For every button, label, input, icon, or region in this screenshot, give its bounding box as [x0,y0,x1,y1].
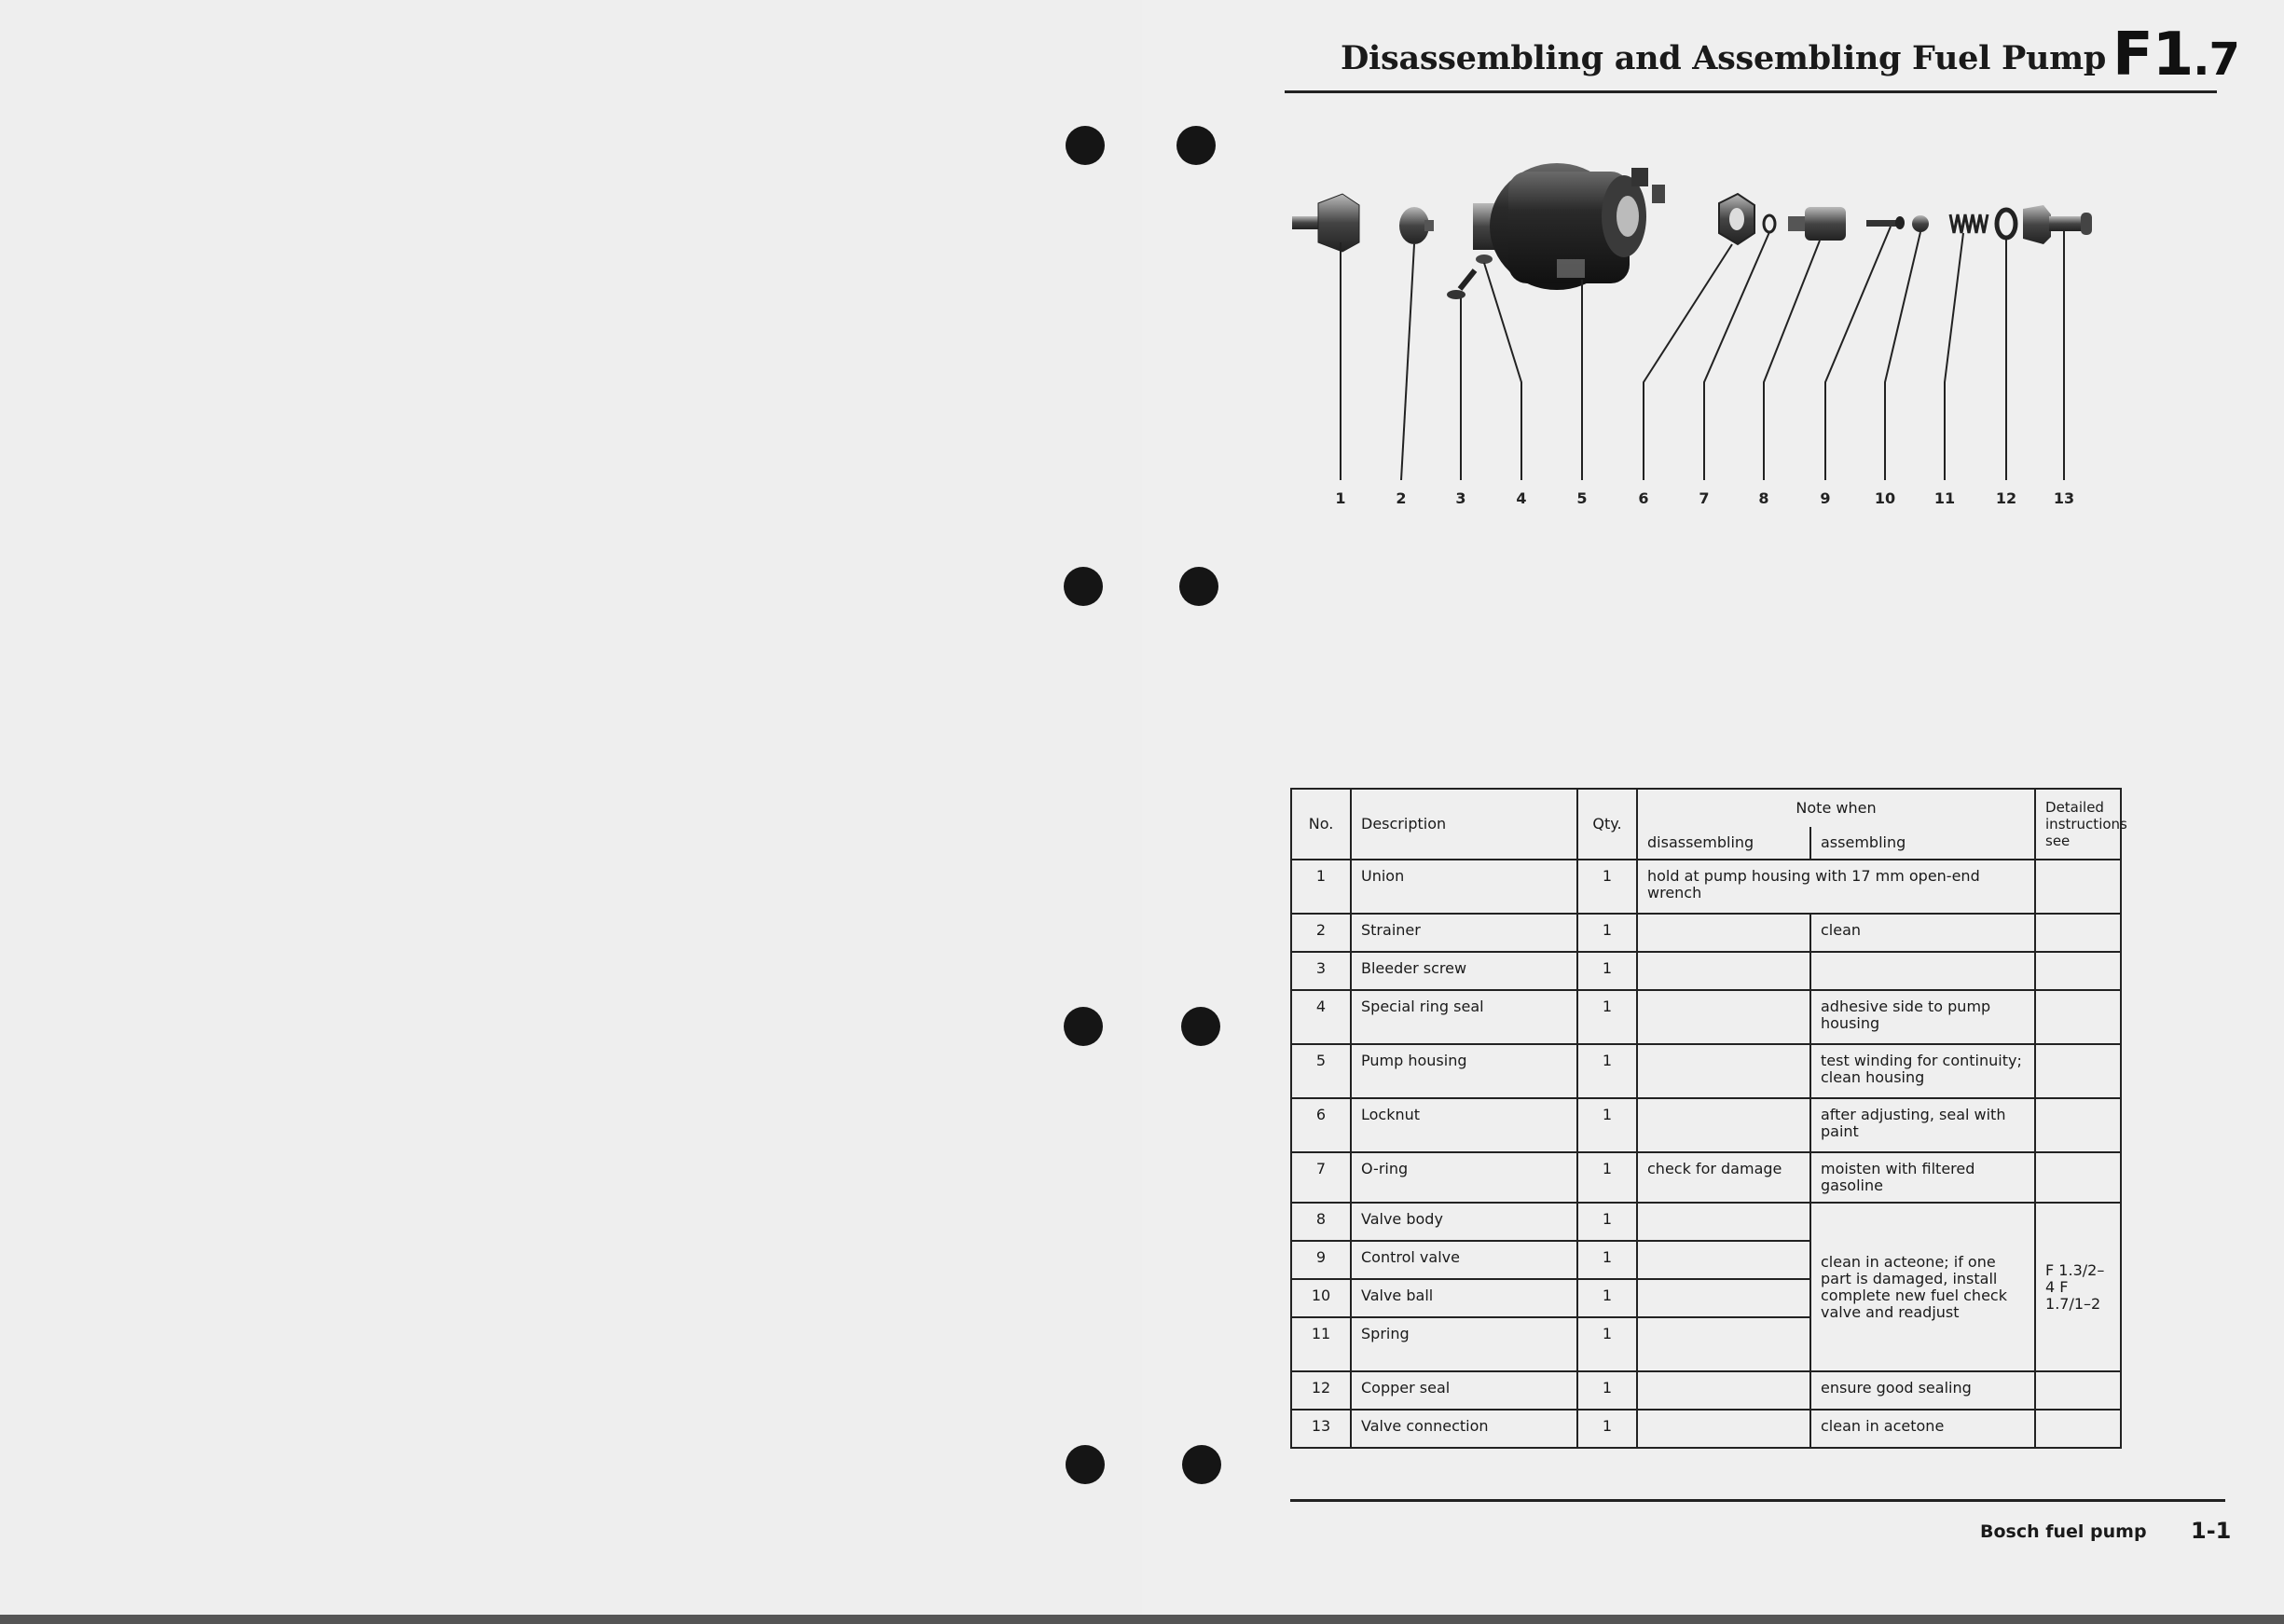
cell-disassembling [1637,1098,1810,1152]
diagram-label-10: 10 [1874,489,1896,507]
table-row [1291,914,2121,952]
cell-no: 10 [1291,1279,1351,1317]
header-note-when: Note when [1637,789,2035,827]
diagram-label-8: 8 [1758,489,1769,507]
header-qty: Qty. [1577,789,1637,860]
diagram-label-1: 1 [1335,489,1346,507]
cell-detailed [2035,990,2121,1044]
cell-no: 6 [1291,1098,1351,1152]
diagram-label-4: 4 [1516,489,1527,507]
cell-detailed [2035,1098,2121,1152]
table-row [1291,952,2121,990]
cell-disassembling [1637,1371,1810,1410]
cell-qty: 1 [1577,1279,1637,1317]
cell-detailed [2035,952,2121,990]
part-5-pump-housing [1473,163,1665,290]
binder-hole [1064,1007,1103,1046]
cell-no: 2 [1291,914,1351,952]
cell-description: Strainer [1351,914,1577,952]
diagram-label-6: 6 [1638,489,1649,507]
cell-no: 5 [1291,1044,1351,1098]
cell-disassembling [1637,952,1810,990]
cell-no: 9 [1291,1241,1351,1279]
cell-assembling: after adjusting, seal with paint [1810,1098,2035,1152]
cell-assembling: clean [1810,914,2035,952]
cell-disassembling: check for damage [1637,1152,1810,1203]
binder-hole [1176,126,1216,165]
cell-detailed [2035,1371,2121,1410]
diagram-label-9: 9 [1820,489,1831,507]
cell-assembling [1810,952,2035,990]
footer-rule [1290,1499,2225,1502]
cell-disassembling [1637,1317,1810,1371]
cell-assembling: clean in acetone [1810,1410,2035,1448]
cell-assembling: moisten with filtered gasoline [1810,1152,2035,1203]
cell-no: 3 [1291,952,1351,990]
diagram-label-3: 3 [1455,489,1466,507]
cell-note: hold at pump housing with 17 mm open-end wrench [1637,860,2035,914]
leader-lines [1341,227,2064,480]
part-2-strainer [1399,207,1434,244]
diagram-label-11: 11 [1933,489,1956,507]
part-13-valve-connection [2023,205,2092,244]
table-row [1291,1203,2121,1241]
cell-no: 1 [1291,860,1351,914]
diagram-label-12: 12 [1995,489,2017,507]
cell-qty: 1 [1577,1098,1637,1152]
part-6-locknut [1719,194,1754,244]
scan-edge [0,1615,2284,1624]
cell-disassembling [1637,990,1810,1044]
header-assembling: assembling [1810,827,2035,860]
binder-hole [1066,1445,1105,1484]
diagram-label-5: 5 [1576,489,1588,507]
cell-detailed [2035,914,2121,952]
cell-description: Special ring seal [1351,990,1577,1044]
cell-qty: 1 [1577,1152,1637,1203]
binder-hole [1066,126,1105,165]
part-4-ring-seal [1476,255,1493,264]
diagram-label-13: 13 [2053,489,2075,507]
cell-detailed [2035,1152,2121,1203]
cell-no: 8 [1291,1203,1351,1241]
cell-description: Valve connection [1351,1410,1577,1448]
part-10-valve-ball [1912,215,1929,232]
table-row [1291,860,2121,914]
cell-description: Valve ball [1351,1279,1577,1317]
cell-description: Union [1351,860,1577,914]
cell-qty: 1 [1577,1044,1637,1098]
diagram-label-2: 2 [1396,489,1407,507]
cell-disassembling [1637,1241,1810,1279]
header-description: Description [1351,789,1577,860]
part-1-union [1292,194,1359,252]
cell-assembling: test winding for continuity; clean housing [1810,1044,2035,1098]
cell-no: 12 [1291,1371,1351,1410]
cell-qty: 1 [1577,1203,1637,1241]
cell-qty: 1 [1577,1241,1637,1279]
part-8-valve-body [1788,207,1846,241]
section-code: F1.7 [2112,21,2239,89]
cell-assembling: ensure good sealing [1810,1371,2035,1410]
diagram-label-7: 7 [1699,489,1710,507]
part-11-spring [1950,214,1988,233]
binder-hole [1182,1445,1221,1484]
fuel-pump-exploded-svg [1277,140,2135,513]
part-12-copper-seal [1997,210,2016,238]
cell-qty: 1 [1577,1371,1637,1410]
header-no: No. [1291,789,1351,860]
page-title: Disassembling and Assembling Fuel Pump [1341,39,2107,77]
cell-description: Bleeder screw [1351,952,1577,990]
table-row [1291,1152,2121,1203]
cell-qty: 1 [1577,1410,1637,1448]
footer-label: Bosch fuel pump [1980,1521,2147,1542]
cell-description: Locknut [1351,1098,1577,1152]
binder-hole [1181,1007,1220,1046]
cell-description: Valve body [1351,1203,1577,1241]
binder-hole [1064,567,1103,606]
cell-qty: 1 [1577,860,1637,914]
table-row [1291,1371,2121,1410]
header-disassembling: disassembling [1637,827,1810,860]
cell-detailed-group: F 1.3/2–4 F 1.7/1–2 [2035,1203,2121,1371]
cell-disassembling [1637,1203,1810,1241]
part-3-bleeder-screw [1447,270,1475,299]
cell-disassembling [1637,1279,1810,1317]
table-row [1291,1044,2121,1098]
cell-detailed [2035,860,2121,914]
cell-description: Pump housing [1351,1044,1577,1098]
cell-detailed [2035,1410,2121,1448]
cell-no: 4 [1291,990,1351,1044]
cell-disassembling [1637,914,1810,952]
cell-disassembling [1637,1044,1810,1098]
cell-assembling-group: clean in acteone; if one part is damaged, install complete new fuel check valve and readjust [1810,1203,2035,1371]
table-row [1291,990,2121,1044]
cell-no: 7 [1291,1152,1351,1203]
cell-qty: 1 [1577,914,1637,952]
parts-table [1290,788,2127,1449]
header-rule [1285,90,2217,93]
cell-qty: 1 [1577,1317,1637,1371]
page-number: 1-1 [2191,1518,2232,1544]
cell-assembling: adhesive side to pump housing [1810,990,2035,1044]
cell-description: O-ring [1351,1152,1577,1203]
cell-no: 11 [1291,1317,1351,1371]
table-row [1291,1410,2121,1448]
table-row [1291,1098,2121,1152]
cell-qty: 1 [1577,990,1637,1044]
cell-disassembling [1637,1410,1810,1448]
cell-detailed [2035,1044,2121,1098]
cell-description: Spring [1351,1317,1577,1371]
cell-description: Copper seal [1351,1371,1577,1410]
part-7-o-ring [1764,215,1775,232]
part-9-control-valve [1866,216,1905,229]
header-detailed-instructions: Detailed instructions see [2035,789,2121,860]
binder-hole [1179,567,1218,606]
cell-no: 13 [1291,1410,1351,1448]
exploded-view-diagram [1277,140,2135,513]
cell-qty: 1 [1577,952,1637,990]
cell-description: Control valve [1351,1241,1577,1279]
